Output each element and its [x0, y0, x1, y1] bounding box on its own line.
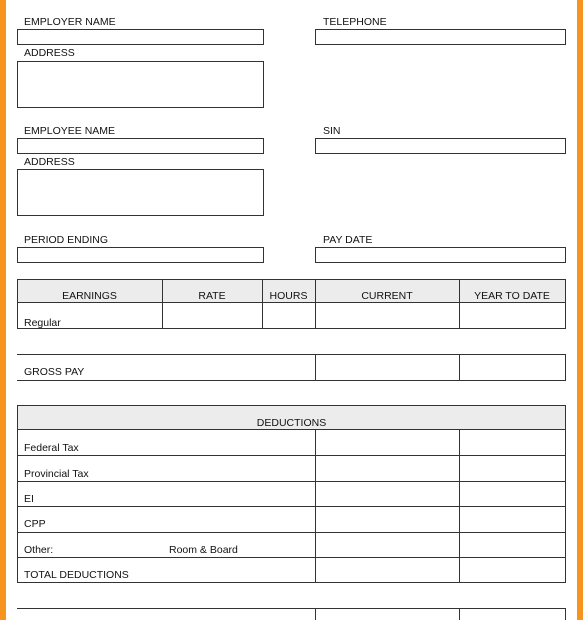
table-line [17, 582, 566, 583]
table-line [17, 279, 18, 328]
header-rate: RATE [198, 290, 226, 302]
pay-date-label: PAY DATE [323, 234, 373, 246]
cpp-label: CPP [24, 518, 46, 530]
other-current-cell[interactable] [316, 533, 459, 557]
telephone-field[interactable] [315, 29, 566, 45]
total-deductions-current-cell[interactable] [316, 558, 459, 582]
table-line [17, 405, 566, 406]
table-line [565, 354, 566, 380]
row-regular-label: Regular [24, 317, 61, 329]
paystub-form [6, 0, 577, 620]
employer-name-label: EMPLOYER NAME [24, 16, 116, 28]
table-line [17, 328, 566, 329]
header-earnings: EARNINGS [62, 290, 117, 302]
regular-hours-cell[interactable] [263, 303, 315, 328]
gross-pay-current-cell[interactable] [316, 355, 459, 380]
room-and-board-note: Room & Board [169, 544, 238, 556]
table-line [17, 608, 566, 609]
table-line [315, 608, 316, 620]
ei-label: EI [24, 493, 34, 505]
regular-current-cell[interactable] [316, 303, 459, 328]
employer-name-field[interactable] [17, 29, 264, 45]
table-line [17, 279, 566, 280]
gross-pay-ytd-cell[interactable] [460, 355, 565, 380]
header-hours: HOURS [269, 290, 308, 302]
period-ending-label: PERIOD ENDING [24, 234, 109, 246]
ei-current-cell[interactable] [316, 482, 459, 506]
telephone-label: TELEPHONE [323, 16, 387, 28]
other-ytd-cell[interactable] [460, 533, 565, 557]
federal-tax-ytd-cell[interactable] [460, 430, 565, 455]
employee-name-label: EMPLOYEE NAME [24, 125, 116, 137]
period-ending-field[interactable] [17, 247, 264, 263]
total-deductions-ytd-cell[interactable] [460, 558, 565, 582]
sin-field[interactable] [315, 138, 566, 154]
regular-rate-cell[interactable] [163, 303, 262, 328]
employer-address-field[interactable] [17, 61, 264, 108]
provincial-tax-current-cell[interactable] [316, 456, 459, 481]
employee-address-field[interactable] [17, 169, 264, 216]
table-line [17, 405, 18, 582]
federal-tax-current-cell[interactable] [316, 430, 459, 455]
table-line [459, 608, 460, 620]
ei-ytd-cell[interactable] [460, 482, 565, 506]
table-line [565, 279, 566, 328]
cpp-ytd-cell[interactable] [460, 507, 565, 532]
cpp-current-cell[interactable] [316, 507, 459, 532]
provincial-tax-ytd-cell[interactable] [460, 456, 565, 481]
other-label: Other: [24, 544, 54, 556]
regular-ytd-cell[interactable] [460, 303, 565, 328]
deductions-header: DEDUCTIONS [256, 417, 327, 429]
sin-label: SIN [323, 125, 341, 137]
total-deductions-label: TOTAL DEDUCTIONS [24, 569, 129, 581]
pay-date-field[interactable] [315, 247, 566, 263]
table-line [565, 608, 566, 620]
employee-name-field[interactable] [17, 138, 264, 154]
header-year-to-date: YEAR TO DATE [474, 290, 550, 302]
employee-address-label: ADDRESS [24, 156, 75, 168]
table-line [17, 380, 566, 381]
gross-pay-label: GROSS PAY [24, 366, 85, 378]
employer-address-label: ADDRESS [24, 47, 75, 59]
table-line [565, 405, 566, 582]
federal-tax-label: Federal Tax [24, 442, 79, 454]
header-current: CURRENT [361, 290, 413, 302]
provincial-tax-label: Provincial Tax [24, 468, 89, 480]
